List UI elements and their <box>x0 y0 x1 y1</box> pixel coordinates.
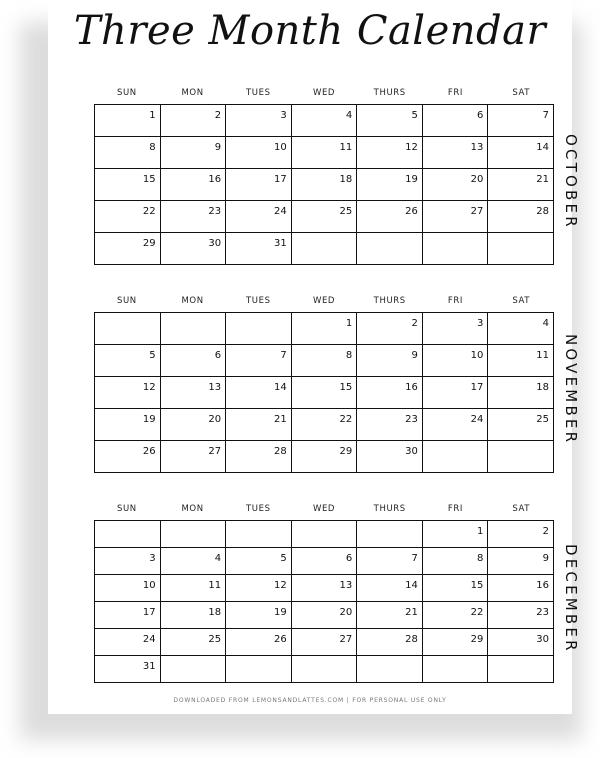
day-header-row <box>94 502 554 520</box>
day-number: 13 <box>208 382 222 393</box>
month-grid <box>94 312 554 473</box>
day-header: SUN <box>116 296 137 306</box>
day-cell <box>226 169 292 201</box>
day-number: 29 <box>339 446 353 457</box>
day-cell <box>95 313 161 345</box>
day-header: SUN <box>116 88 137 98</box>
day-cell <box>95 629 161 656</box>
week-row <box>95 629 554 656</box>
day-header: SAT <box>512 504 531 514</box>
day-number: 15 <box>339 382 353 393</box>
day-cell <box>422 409 488 441</box>
day-number: 11 <box>339 142 353 153</box>
day-number: 2 <box>214 110 222 121</box>
day-cell <box>95 345 161 377</box>
week-row <box>95 409 554 441</box>
day-number: 12 <box>273 580 287 591</box>
day-header: MON <box>181 296 204 306</box>
day-number <box>95 521 156 525</box>
day-header: MON <box>181 88 204 98</box>
day-cell <box>226 548 292 575</box>
day-cell <box>95 233 161 265</box>
day-cell <box>488 548 554 575</box>
day-number: 5 <box>411 110 418 121</box>
day-number <box>292 521 353 525</box>
day-header: THURS <box>373 504 406 514</box>
day-cell <box>357 377 423 409</box>
day-header: FRI <box>447 88 463 98</box>
day-number: 28 <box>536 206 549 217</box>
day-cell <box>226 137 292 169</box>
day-cell <box>422 629 488 656</box>
day-number: 8 <box>477 553 484 564</box>
day-header: THURS <box>373 296 406 306</box>
day-number: 25 <box>208 634 222 645</box>
day-header: THURS <box>373 88 406 98</box>
week-row <box>95 602 554 629</box>
day-cell <box>422 521 488 548</box>
day-number: 15 <box>142 174 156 185</box>
day-header: MON <box>181 504 204 514</box>
day-cell <box>95 169 161 201</box>
day-header: FRI <box>447 504 463 514</box>
day-number: 31 <box>273 238 287 249</box>
day-number: 9 <box>214 142 222 153</box>
day-number: 20 <box>339 607 353 618</box>
day-number: 8 <box>149 142 156 153</box>
day-number: 2 <box>411 318 418 329</box>
day-number: 12 <box>142 382 156 393</box>
day-number: 12 <box>405 142 418 153</box>
month-block-october <box>94 86 600 265</box>
day-cell <box>95 521 161 548</box>
day-cell <box>357 602 423 629</box>
day-number: 20 <box>470 174 484 185</box>
day-number: 4 <box>214 553 222 564</box>
week-row <box>95 105 554 137</box>
day-header: TUES <box>246 504 271 514</box>
day-cell <box>488 441 554 473</box>
day-cell <box>95 105 161 137</box>
day-cell <box>95 377 161 409</box>
day-number: 30 <box>536 634 549 645</box>
day-number: 22 <box>470 607 484 618</box>
day-cell <box>422 201 488 233</box>
day-number: 21 <box>273 414 287 425</box>
week-row <box>95 313 554 345</box>
day-cell <box>422 313 488 345</box>
week-row <box>95 137 554 169</box>
day-cell <box>422 233 488 265</box>
day-cell <box>226 602 292 629</box>
day-cell <box>291 629 357 656</box>
day-cell <box>422 377 488 409</box>
day-cell <box>160 377 226 409</box>
month-block-november <box>94 294 600 473</box>
day-number: 27 <box>470 206 484 217</box>
day-number: 14 <box>536 142 549 153</box>
week-row <box>95 441 554 473</box>
day-cell <box>422 345 488 377</box>
page-title: Three Month Calendar <box>73 8 547 54</box>
day-cell <box>488 137 554 169</box>
week-row <box>95 656 554 683</box>
day-cell <box>291 377 357 409</box>
day-cell <box>357 441 423 473</box>
day-number: 7 <box>542 110 549 121</box>
day-number: 19 <box>142 414 156 425</box>
day-number: 17 <box>470 382 484 393</box>
day-cell <box>357 521 423 548</box>
day-cell <box>95 602 161 629</box>
day-header: TUES <box>246 296 271 306</box>
day-number: 15 <box>470 580 484 591</box>
day-number: 23 <box>208 206 222 217</box>
day-cell <box>226 313 292 345</box>
day-cell <box>422 602 488 629</box>
day-cell <box>291 548 357 575</box>
day-number: 26 <box>273 634 287 645</box>
day-cell <box>422 169 488 201</box>
day-number: 25 <box>536 414 549 425</box>
day-header: SAT <box>512 88 531 98</box>
day-number <box>161 521 222 525</box>
day-cell <box>488 313 554 345</box>
day-cell <box>488 409 554 441</box>
day-cell <box>160 629 226 656</box>
day-number: 16 <box>208 174 222 185</box>
day-number <box>488 441 549 445</box>
day-number: 26 <box>142 446 156 457</box>
day-cell <box>422 441 488 473</box>
day-number: 27 <box>339 634 353 645</box>
day-number: 30 <box>405 446 418 457</box>
day-cell <box>160 169 226 201</box>
day-number: 13 <box>339 580 353 591</box>
day-cell <box>226 233 292 265</box>
week-row <box>95 233 554 265</box>
day-header-row <box>94 86 554 104</box>
day-number: 4 <box>542 318 549 329</box>
day-number <box>161 313 222 317</box>
week-row <box>95 377 554 409</box>
day-number: 29 <box>142 238 156 249</box>
month-grid <box>94 104 554 265</box>
day-number <box>292 233 353 237</box>
day-cell <box>160 548 226 575</box>
day-number: 25 <box>339 206 353 217</box>
day-header-row <box>94 294 554 312</box>
day-header: SAT <box>512 296 531 306</box>
day-header: TUES <box>246 88 271 98</box>
day-number <box>488 656 549 660</box>
day-cell <box>357 345 423 377</box>
day-cell <box>95 548 161 575</box>
day-cell <box>160 602 226 629</box>
day-number: 5 <box>149 350 156 361</box>
day-number: 6 <box>214 350 222 361</box>
day-header: SUN <box>116 504 137 514</box>
week-row <box>95 548 554 575</box>
day-number: 13 <box>470 142 484 153</box>
day-cell <box>226 441 292 473</box>
day-number: 22 <box>142 206 156 217</box>
day-number: 23 <box>405 414 418 425</box>
month-label: OCTOBER <box>562 134 580 230</box>
day-cell <box>357 105 423 137</box>
day-cell <box>422 575 488 602</box>
day-cell <box>488 602 554 629</box>
day-number: 3 <box>149 553 156 564</box>
day-cell <box>226 345 292 377</box>
day-cell <box>291 105 357 137</box>
month-block-december <box>94 502 600 683</box>
day-number: 1 <box>477 526 484 537</box>
day-cell <box>160 201 226 233</box>
day-cell <box>95 137 161 169</box>
day-number: 18 <box>536 382 549 393</box>
day-cell <box>160 409 226 441</box>
day-number: 19 <box>273 607 287 618</box>
day-cell <box>291 441 357 473</box>
day-number <box>423 441 484 445</box>
day-number: 5 <box>280 553 287 564</box>
day-number <box>226 521 287 525</box>
day-number: 24 <box>273 206 287 217</box>
day-cell <box>160 137 226 169</box>
week-row <box>95 521 554 548</box>
day-cell <box>488 233 554 265</box>
day-number <box>423 656 484 660</box>
week-row <box>95 345 554 377</box>
day-cell <box>488 201 554 233</box>
day-cell <box>226 629 292 656</box>
day-number: 24 <box>470 414 484 425</box>
day-number <box>357 233 418 237</box>
day-number <box>488 233 549 237</box>
day-number: 14 <box>273 382 287 393</box>
day-number: 23 <box>536 607 549 618</box>
day-cell <box>160 575 226 602</box>
day-cell <box>488 105 554 137</box>
day-number: 9 <box>411 350 418 361</box>
day-number: 3 <box>280 110 287 121</box>
day-number: 18 <box>208 607 222 618</box>
day-cell <box>357 137 423 169</box>
week-row <box>95 201 554 233</box>
day-number: 26 <box>405 206 418 217</box>
day-number: 11 <box>208 580 222 591</box>
day-number: 1 <box>149 110 156 121</box>
day-cell <box>488 629 554 656</box>
day-number: 28 <box>405 634 418 645</box>
day-cell <box>357 409 423 441</box>
day-cell <box>291 169 357 201</box>
week-row <box>95 169 554 201</box>
day-number: 31 <box>142 661 156 672</box>
day-number: 14 <box>405 580 418 591</box>
day-number: 1 <box>345 318 353 329</box>
day-cell <box>226 409 292 441</box>
day-cell <box>357 629 423 656</box>
day-cell <box>95 409 161 441</box>
day-number: 19 <box>405 174 418 185</box>
day-cell <box>488 521 554 548</box>
day-number: 2 <box>542 526 549 537</box>
day-number: 30 <box>208 238 222 249</box>
day-cell <box>226 105 292 137</box>
day-number: 24 <box>142 634 156 645</box>
day-number: 22 <box>339 414 353 425</box>
day-cell <box>357 233 423 265</box>
day-number: 9 <box>542 553 549 564</box>
day-number <box>226 656 287 660</box>
day-number: 29 <box>470 634 484 645</box>
day-cell <box>160 441 226 473</box>
day-cell <box>160 345 226 377</box>
day-cell <box>95 441 161 473</box>
day-cell <box>357 201 423 233</box>
day-cell <box>160 233 226 265</box>
day-cell <box>160 521 226 548</box>
day-cell <box>488 575 554 602</box>
day-number <box>292 656 353 660</box>
day-number: 16 <box>405 382 418 393</box>
day-cell <box>357 548 423 575</box>
day-number: 27 <box>208 446 222 457</box>
day-cell <box>291 137 357 169</box>
day-cell <box>226 521 292 548</box>
day-number: 3 <box>477 318 484 329</box>
day-header: WED <box>312 296 336 306</box>
day-cell <box>422 137 488 169</box>
day-header: WED <box>312 504 336 514</box>
week-row <box>95 575 554 602</box>
day-cell <box>226 575 292 602</box>
day-cell <box>226 656 292 683</box>
day-number: 21 <box>536 174 549 185</box>
day-cell <box>422 548 488 575</box>
day-number: 7 <box>411 553 418 564</box>
day-cell <box>291 602 357 629</box>
day-cell <box>160 656 226 683</box>
day-cell <box>291 313 357 345</box>
day-cell <box>488 377 554 409</box>
footer-note: DOWNLOADED FROM LEMONSANDLATTES.COM | FOR PERSONAL USE ONLY <box>173 697 447 704</box>
day-cell <box>291 233 357 265</box>
day-number: 4 <box>345 110 353 121</box>
day-number <box>357 656 418 660</box>
day-number: 10 <box>470 350 484 361</box>
day-number: 21 <box>405 607 418 618</box>
calendar-page <box>48 0 580 714</box>
day-number: 7 <box>280 350 287 361</box>
month-label: DECEMBER <box>562 544 580 654</box>
day-cell <box>357 656 423 683</box>
day-number: 10 <box>142 580 156 591</box>
day-cell <box>291 409 357 441</box>
day-number: 6 <box>477 110 484 121</box>
day-cell <box>226 201 292 233</box>
day-number: 16 <box>536 580 549 591</box>
day-cell <box>291 656 357 683</box>
day-header: WED <box>312 88 336 98</box>
day-cell <box>357 313 423 345</box>
day-cell <box>291 575 357 602</box>
day-cell <box>160 313 226 345</box>
day-number: 28 <box>273 446 287 457</box>
day-number <box>357 521 418 525</box>
day-number <box>161 656 222 660</box>
day-cell <box>291 345 357 377</box>
day-header: FRI <box>447 296 463 306</box>
day-cell <box>357 575 423 602</box>
day-number: 6 <box>345 553 353 564</box>
day-number: 18 <box>339 174 353 185</box>
day-cell <box>422 656 488 683</box>
day-number <box>423 233 484 237</box>
day-cell <box>291 521 357 548</box>
day-number: 10 <box>273 142 287 153</box>
day-number: 8 <box>345 350 353 361</box>
day-cell <box>488 169 554 201</box>
day-number: 17 <box>142 607 156 618</box>
day-number <box>226 313 287 317</box>
day-cell <box>95 201 161 233</box>
day-number: 11 <box>536 350 549 361</box>
day-cell <box>291 201 357 233</box>
day-cell <box>95 575 161 602</box>
day-cell <box>488 656 554 683</box>
day-cell <box>488 345 554 377</box>
month-grid <box>94 520 554 683</box>
day-number: 17 <box>273 174 287 185</box>
day-number <box>95 313 156 317</box>
day-cell <box>422 105 488 137</box>
month-label: NOVEMBER <box>562 334 580 446</box>
day-cell <box>95 656 161 683</box>
day-cell <box>226 377 292 409</box>
day-cell <box>357 169 423 201</box>
day-cell <box>160 105 226 137</box>
day-number: 20 <box>208 414 222 425</box>
